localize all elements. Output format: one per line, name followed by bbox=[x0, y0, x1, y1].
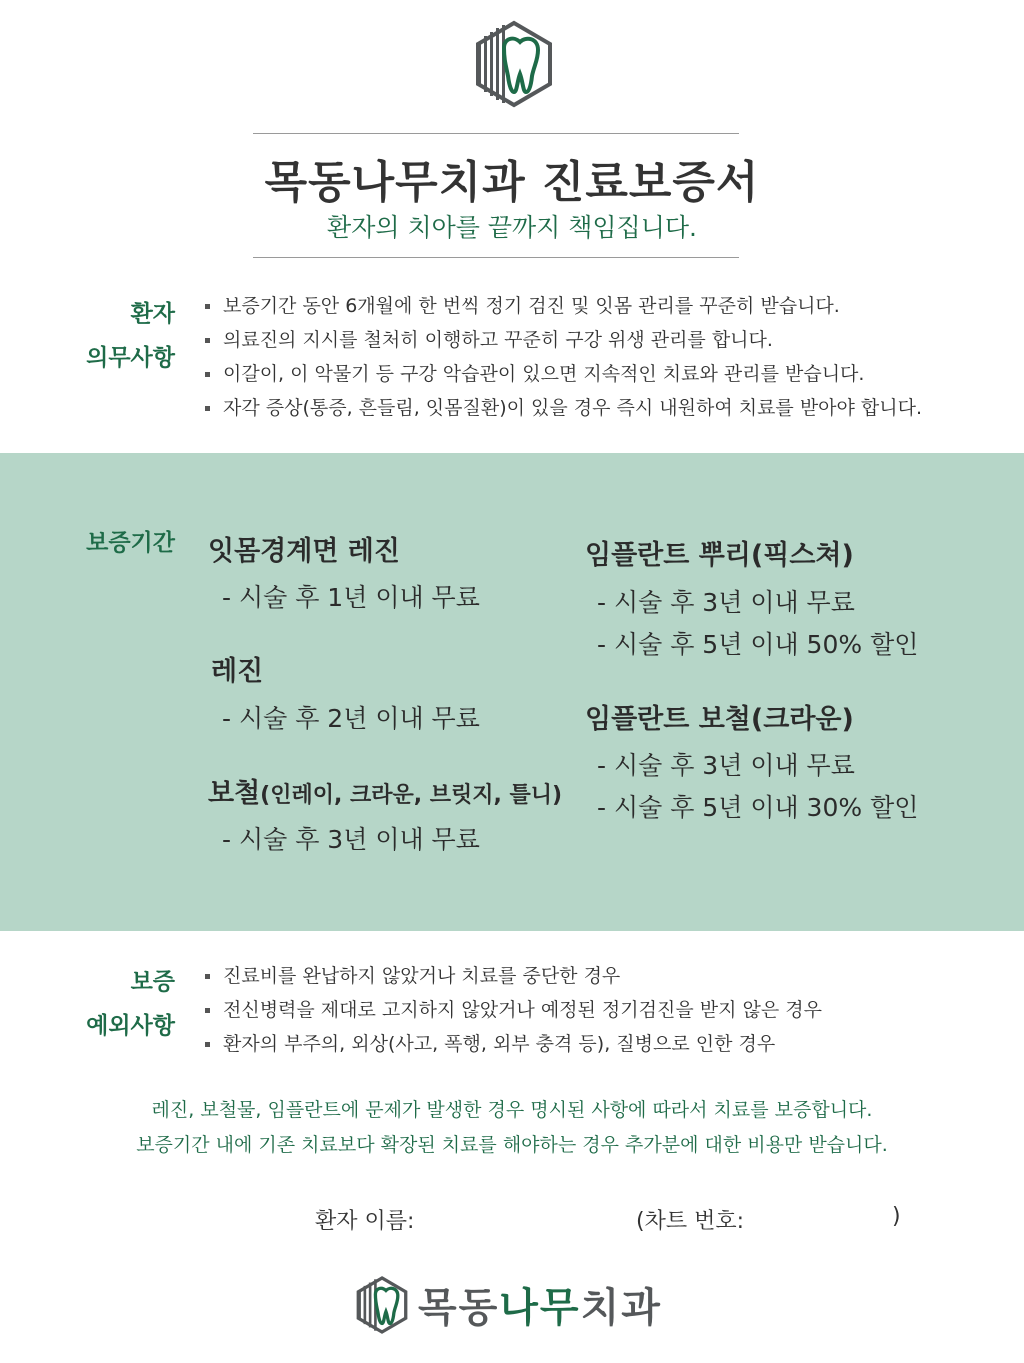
warranty-item-title: 임플란트 뿌리(픽스쳐) bbox=[585, 540, 854, 571]
duties-label bbox=[0, 292, 175, 380]
warranty-section bbox=[0, 453, 1024, 931]
warranty-item-title: 잇몸경계면 레진 bbox=[208, 536, 400, 567]
list-item: 전신병력을 제대로 고지하지 않았거나 예정된 정기검진을 받지 않은 경우 bbox=[203, 993, 822, 1027]
warranty-item-line: - 시술 후 5년 이내 30% 할인 bbox=[597, 793, 919, 822]
warranty-item-title: 임플란트 보철(크라운) bbox=[585, 704, 854, 735]
exceptions-label-line1: 보증 bbox=[130, 969, 175, 995]
warranty-item-title-main: 보철 bbox=[208, 778, 261, 809]
exceptions-label-line2: 예외사항 bbox=[86, 1013, 175, 1039]
warranty-note: 레진, 보철물, 임플란트에 문제가 발생한 경우 명시된 사항에 따라서 치료를 보증합니다. bbox=[151, 1099, 873, 1121]
list-item: 자각 증상(통증, 흔들림, 잇몸질환)이 있을 경우 즉시 내원하여 치료를 받아야 합니다. bbox=[203, 391, 922, 425]
list-item: 의료진의 지시를 철처히 이행하고 꾸준히 구강 위생 관리를 합니다. bbox=[203, 323, 922, 357]
warranty-item-line: - 시술 후 3년 이내 무료 bbox=[597, 751, 855, 780]
warranty-item-title bbox=[208, 771, 562, 810]
warranty-item-line: - 시술 후 3년 이내 무료 bbox=[222, 825, 480, 854]
title-bottom-rule bbox=[253, 257, 739, 258]
warranty-item-line: - 시술 후 2년 이내 무료 bbox=[222, 704, 480, 733]
warranty-label: 보증기간 bbox=[86, 530, 175, 556]
warranty-item-line: - 시술 후 1년 이내 무료 bbox=[222, 583, 480, 612]
duties-list bbox=[203, 289, 922, 425]
exceptions-label bbox=[0, 960, 175, 1048]
list-item: 환자의 부주의, 외상(사고, 폭행, 외부 충격 등), 질병으로 인한 경우 bbox=[203, 1027, 822, 1061]
warranty-item-line: - 시술 후 3년 이내 무료 bbox=[597, 588, 855, 617]
tooth-hexagon-icon bbox=[474, 20, 554, 108]
clinic-name-part: 나무 bbox=[499, 1285, 581, 1331]
duties-label-line1: 환자 bbox=[130, 301, 175, 327]
title-top-rule bbox=[253, 133, 739, 134]
chart-number-label: (차트 번호: bbox=[636, 1209, 744, 1234]
warranty-item-line: - 시술 후 5년 이내 50% 할인 bbox=[597, 630, 919, 659]
list-item: 이갈이, 이 악물기 등 구강 악습관이 있으면 지속적인 치료와 관리를 받습니다. bbox=[203, 357, 922, 391]
clinic-name-part: 목동 bbox=[418, 1285, 500, 1331]
clinic-name-part: 치과 bbox=[580, 1285, 662, 1331]
warranty-item-title: 레진 bbox=[211, 656, 264, 687]
patient-name-label: 환자 이름: bbox=[315, 1209, 415, 1234]
list-item: 보증기간 동안 6개월에 한 번씩 정기 검진 및 잇몸 관리를 꾸준히 받습니다. bbox=[203, 289, 922, 323]
list-item: 진료비를 완납하지 않았거나 치료를 중단한 경우 bbox=[203, 959, 822, 993]
exceptions-list bbox=[203, 959, 822, 1061]
duties-label-line2: 의무사항 bbox=[86, 345, 175, 371]
page-subtitle: 환자의 치아를 끝까지 책임집니다. bbox=[327, 213, 697, 242]
warranty-item-title-detail: (인레이, 크라운, 브릿지, 틀니) bbox=[260, 783, 563, 808]
page-title: 목동나무치과 진료보증서 bbox=[264, 157, 760, 208]
chart-number-close: ) bbox=[892, 1204, 901, 1229]
clinic-logo-name bbox=[418, 1276, 662, 1333]
tooth-hexagon-icon bbox=[352, 1276, 412, 1334]
warranty-note: 보증기간 내에 기존 치료보다 확장된 치료를 해야하는 경우 추가분에 대한 비용만 받습니다. bbox=[136, 1134, 888, 1156]
